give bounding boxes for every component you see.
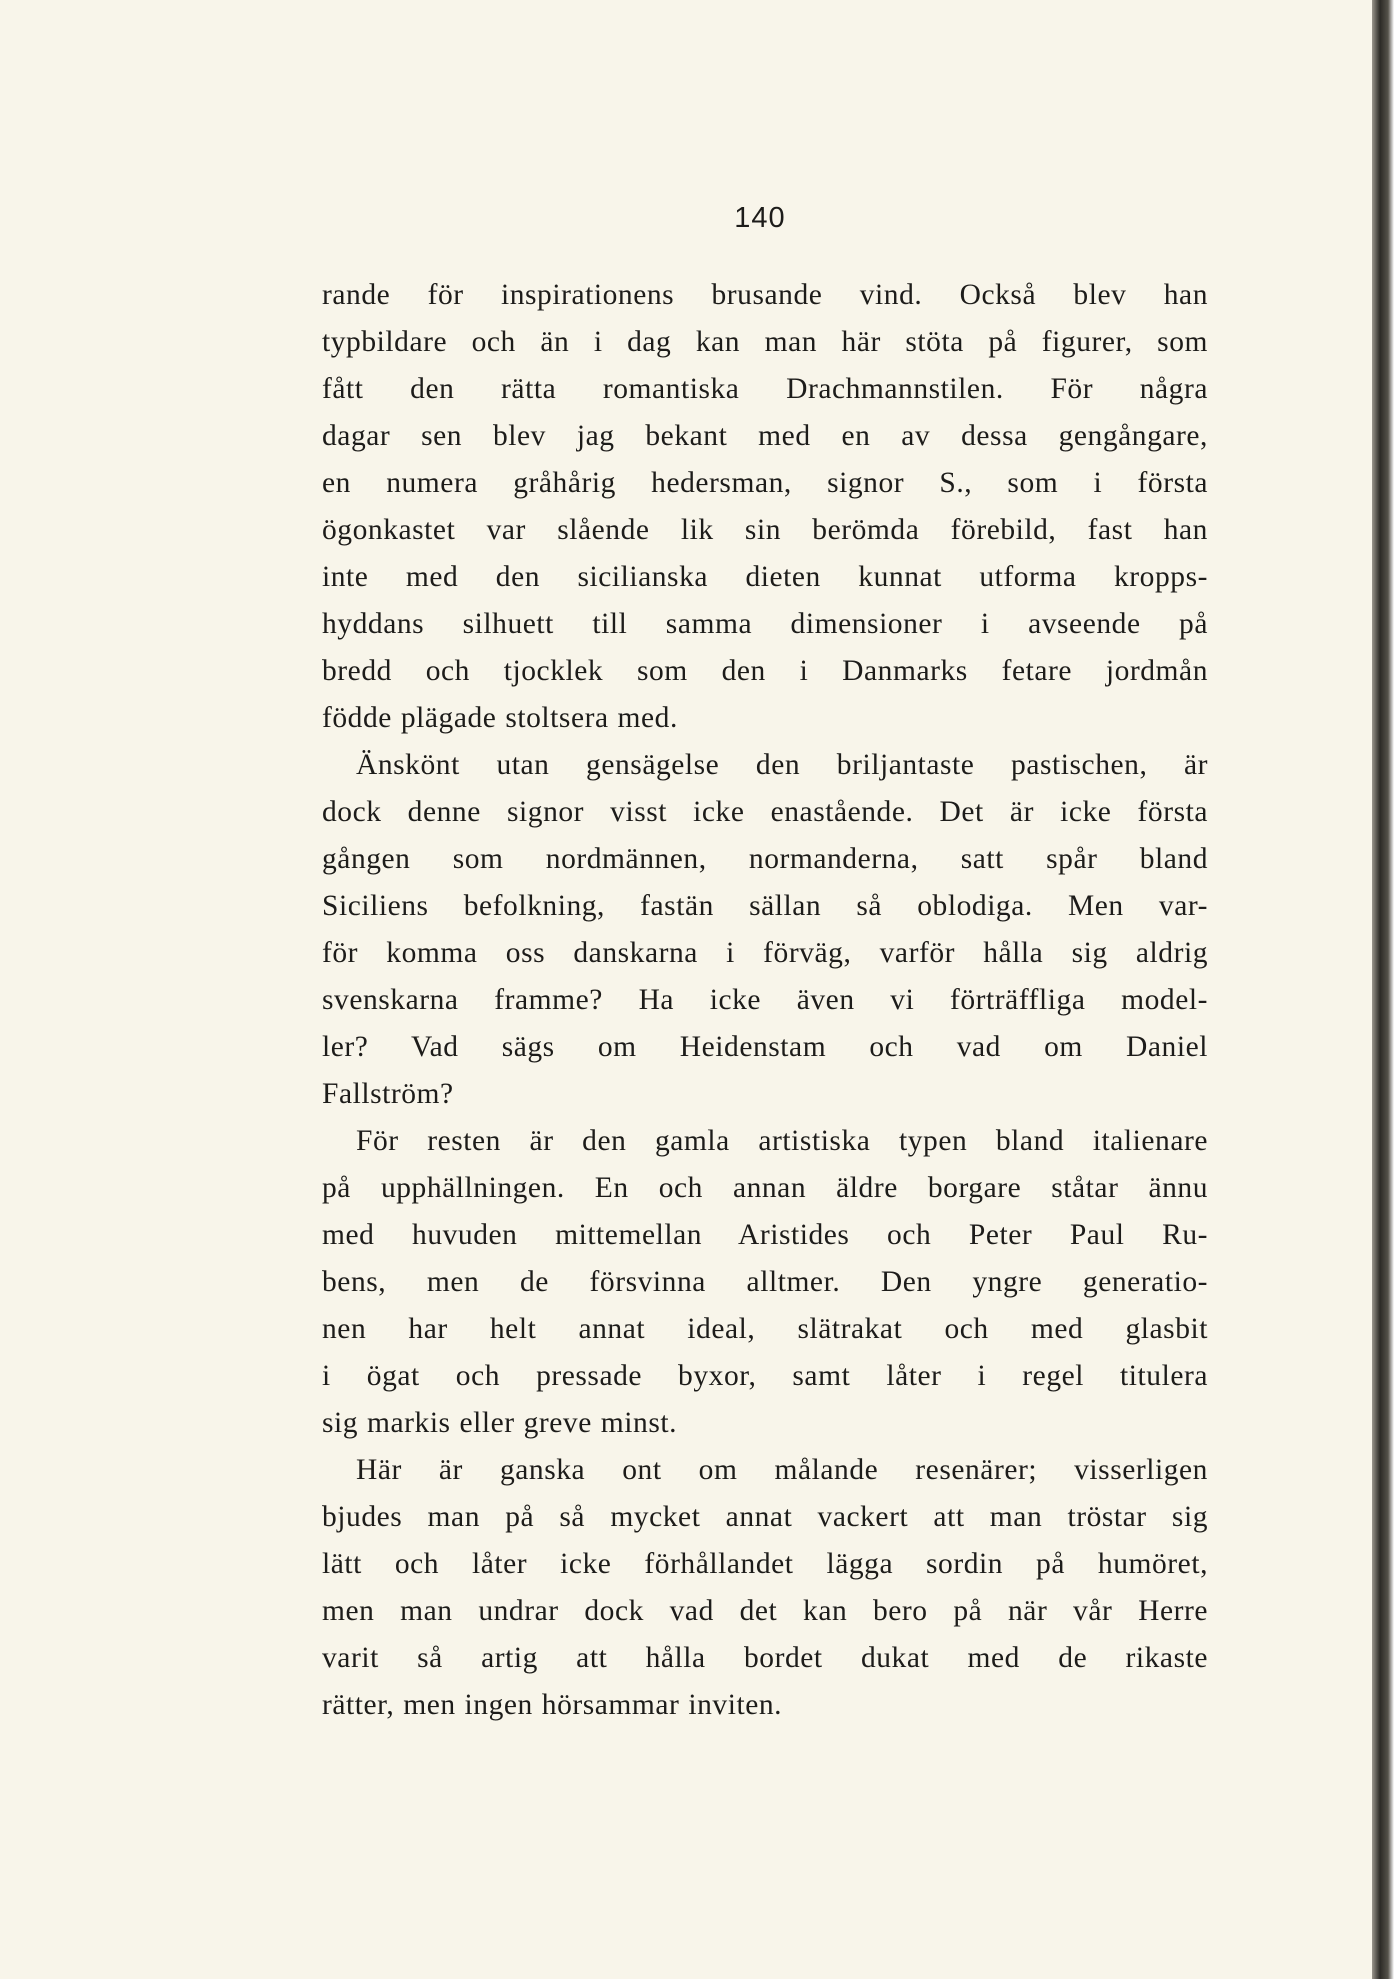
- text-line: För resten är den gamla artistiska typen bland italienare: [356, 1125, 1208, 1157]
- text-line: för komma oss danskarna i förväg, varför hålla sig aldrig: [322, 937, 1208, 969]
- text-line: lätt och låter icke förhållandet lägga sordin på humöret,: [322, 1548, 1208, 1580]
- body-text: [322, 272, 1208, 1729]
- paragraph: [322, 1447, 1208, 1729]
- text-line: bens, men de försvinna alltmer. Den yngre generatio-: [322, 1266, 1208, 1298]
- text-line: hyddans silhuett till samma dimensioner i avseende på: [322, 608, 1208, 640]
- text-line: bredd och tjocklek som den i Danmarks fetare jordmån: [322, 655, 1208, 687]
- text-line: på upphällningen. En och annan äldre borgare ståtar ännu: [322, 1172, 1208, 1204]
- text-line: fått den rätta romantiska Drachmannstilen. För några: [322, 373, 1208, 405]
- text-line: med huvuden mittemellan Aristides och Peter Paul Ru-: [322, 1219, 1208, 1251]
- text-line: inte med den sicilianska dieten kunnat utforma kropps-: [322, 561, 1208, 593]
- paragraph: [322, 1118, 1208, 1447]
- text-line: sig markis eller greve minst.: [322, 1407, 678, 1439]
- text-line: Fallström?: [322, 1078, 454, 1110]
- paragraph: [322, 272, 1208, 742]
- text-line: svenskarna framme? Ha icke även vi förträffliga model-: [322, 984, 1208, 1016]
- text-line: men man undrar dock vad det kan bero på när vår Herre: [322, 1595, 1208, 1627]
- text-line: födde plägade stoltsera med.: [322, 702, 678, 734]
- text-line: en numera gråhårig hedersman, signor S., som i första: [322, 467, 1208, 499]
- text-line: rande för inspirationens brusande vind. Också blev han: [322, 279, 1208, 311]
- text-line: ögonkastet var slående lik sin berömda förebild, fast han: [322, 514, 1208, 546]
- text-line: typbildare och än i dag kan man här stöta på figurer, som: [322, 326, 1208, 358]
- text-line: rätter, men ingen hörsammar inviten.: [322, 1689, 783, 1721]
- text-line: nen har helt annat ideal, slätrakat och med glasbit: [322, 1313, 1208, 1345]
- text-line: ler? Vad sägs om Heidenstam och vad om Daniel: [322, 1031, 1208, 1063]
- text-line: bjudes man på så mycket annat vackert att man tröstar sig: [322, 1501, 1208, 1533]
- text-line: gången som nordmännen, normanderna, satt spår bland: [322, 843, 1208, 875]
- paragraph: [322, 742, 1208, 1118]
- text-line: Här är ganska ont om målande resenärer; visserligen: [356, 1454, 1208, 1486]
- text-line: Änskönt utan gensägelse den briljantaste pastischen, är: [356, 749, 1208, 781]
- text-line: dock denne signor visst icke enastående. Det är icke första: [322, 796, 1208, 828]
- text-line: Siciliens befolkning, fastän sällan så oblodiga. Men var-: [322, 890, 1208, 922]
- page-edge-shadow: [1372, 0, 1400, 1979]
- page-number: 140: [734, 202, 786, 234]
- text-line: varit så artig att hålla bordet dukat med de rikaste: [322, 1642, 1208, 1674]
- text-line: dagar sen blev jag bekant med en av dessa gengångare,: [322, 420, 1208, 452]
- text-line: i ögat och pressade byxor, samt låter i regel titulera: [322, 1360, 1208, 1392]
